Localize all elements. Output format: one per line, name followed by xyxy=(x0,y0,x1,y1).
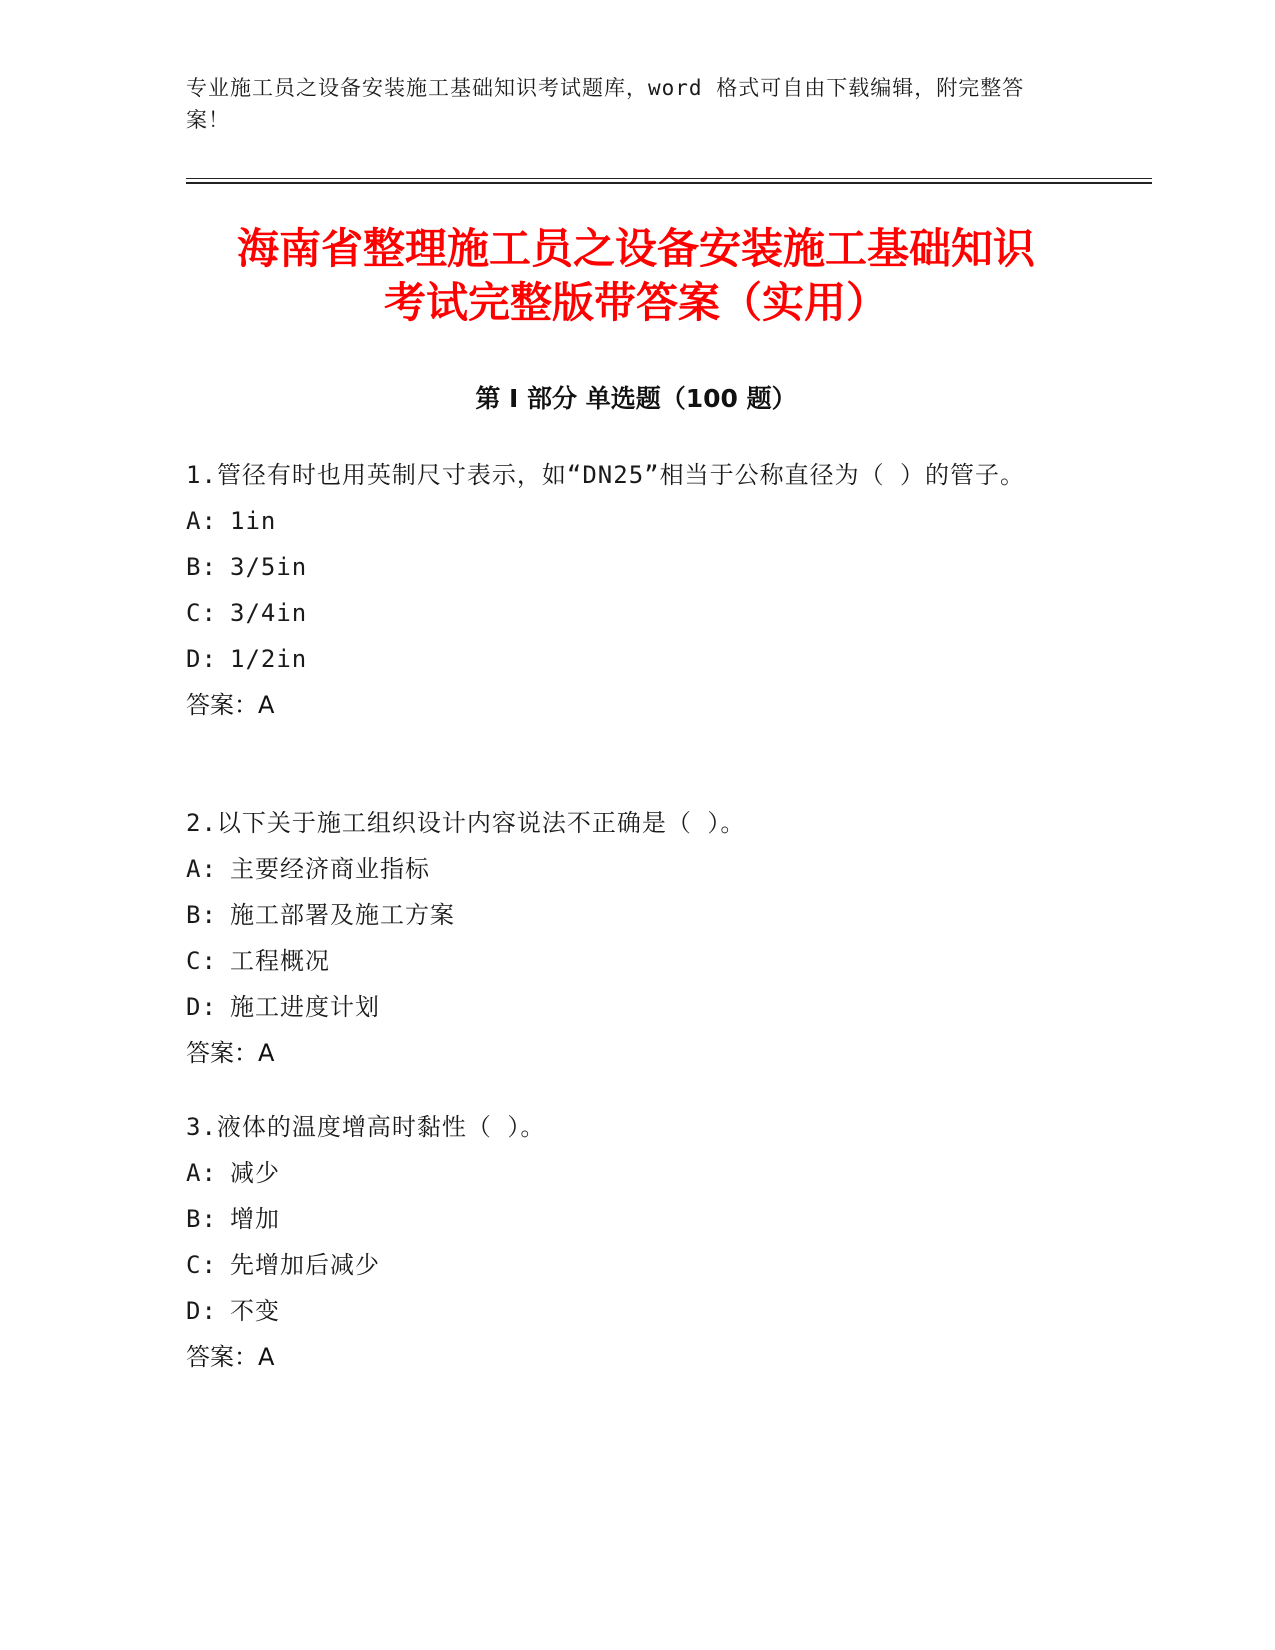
option-d xyxy=(186,1288,1086,1334)
option-c xyxy=(186,938,1086,984)
option-key: D: xyxy=(186,1297,217,1325)
option-text: 3/5in xyxy=(230,553,308,581)
answer-value: A xyxy=(258,1039,275,1067)
option-text: 主要经济商业指标 xyxy=(230,855,430,883)
option-key: C: xyxy=(186,1251,217,1279)
option-c xyxy=(186,1242,1086,1288)
option-text: 不变 xyxy=(230,1297,280,1325)
option-d xyxy=(186,984,1086,1030)
option-b xyxy=(186,892,1086,938)
option-key: D: xyxy=(186,645,217,673)
answer-value: A xyxy=(258,1343,275,1371)
option-text: 1in xyxy=(230,507,277,535)
option-c xyxy=(186,590,1086,636)
header-divider-thin xyxy=(186,178,1152,179)
option-text: 先增加后减少 xyxy=(230,1251,380,1279)
answer-value: A xyxy=(258,691,275,719)
option-key: C: xyxy=(186,599,217,627)
option-a xyxy=(186,846,1086,892)
document-title xyxy=(186,222,1086,330)
option-key: A: xyxy=(186,1159,217,1187)
question-1 xyxy=(186,452,1086,728)
option-b xyxy=(186,544,1086,590)
option-key: A: xyxy=(186,855,217,883)
option-d xyxy=(186,636,1086,682)
option-text: 施工进度计划 xyxy=(230,993,380,1021)
answer-label: 答案： xyxy=(186,1343,258,1371)
option-key: B: xyxy=(186,1205,217,1233)
answer-line xyxy=(186,1334,1086,1380)
option-b xyxy=(186,1196,1086,1242)
document-title-line-1: 海南省整理施工员之设备安装施工基础知识 xyxy=(236,224,1035,273)
answer-label: 答案： xyxy=(186,1039,258,1067)
header-note: 专业施工员之设备安装施工基础知识考试题库，word 格式可自由下载编辑，附完整答案！ xyxy=(186,76,1025,132)
option-text: 3/4in xyxy=(230,599,308,627)
option-text: 减少 xyxy=(230,1159,280,1187)
option-a xyxy=(186,498,1086,544)
question-stem: 1.管径有时也用英制尺寸表示，如“DN25”相当于公称直径为（ ）的管子。 xyxy=(186,461,1026,489)
header-divider-thick xyxy=(186,182,1152,184)
question-2 xyxy=(186,800,1086,1076)
question-stem: 3.液体的温度增高时黏性（ ）。 xyxy=(186,1113,546,1141)
option-key: C: xyxy=(186,947,217,975)
question-3 xyxy=(186,1104,1086,1380)
option-key: B: xyxy=(186,901,217,929)
option-text: 施工部署及施工方案 xyxy=(230,901,455,929)
option-key: A: xyxy=(186,507,217,535)
option-text: 1/2in xyxy=(230,645,308,673)
option-text: 增加 xyxy=(230,1205,280,1233)
answer-line xyxy=(186,682,1086,728)
answer-line xyxy=(186,1030,1086,1076)
document-title-line-2: 考试完整版带答案（实用） xyxy=(383,278,888,327)
option-text: 工程概况 xyxy=(230,947,330,975)
option-key: D: xyxy=(186,993,217,1021)
option-key: B: xyxy=(186,553,217,581)
option-a xyxy=(186,1150,1086,1196)
question-stem: 2.以下关于施工组织设计内容说法不正确是（ ）。 xyxy=(186,809,746,837)
section-heading: 第 I 部分 单选题（100 题） xyxy=(475,384,797,413)
answer-label: 答案： xyxy=(186,691,258,719)
